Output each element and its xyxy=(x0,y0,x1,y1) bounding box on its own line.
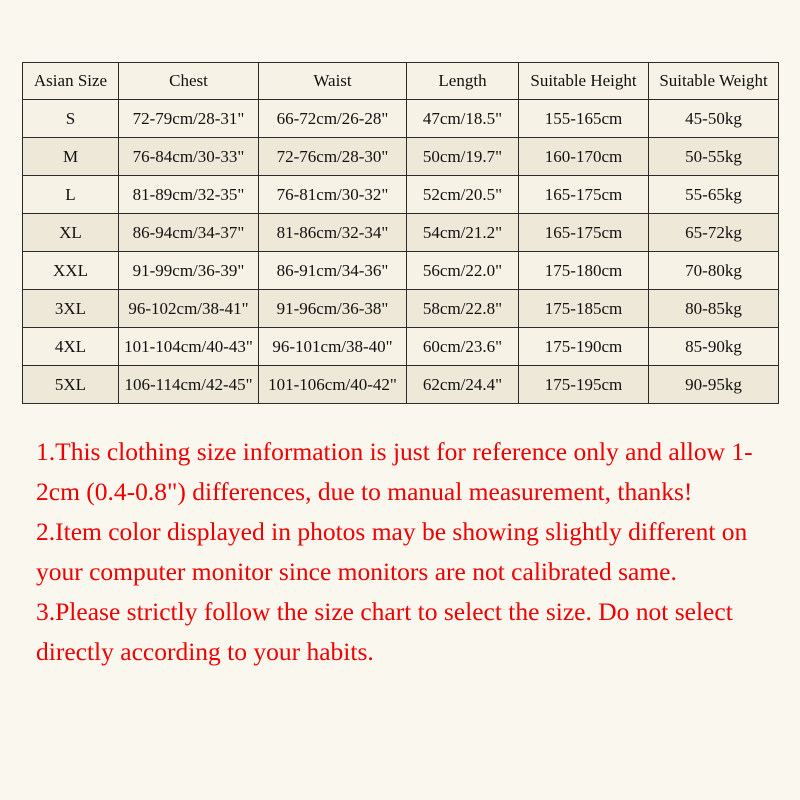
cell-weight: 65-72kg xyxy=(649,214,779,252)
cell-weight: 80-85kg xyxy=(649,290,779,328)
cell-waist: 81-86cm/32-34" xyxy=(259,214,407,252)
cell-height: 165-175cm xyxy=(519,176,649,214)
cell-chest: 81-89cm/32-35" xyxy=(119,176,259,214)
table-row xyxy=(23,252,779,290)
disclaimer-notes xyxy=(22,432,778,672)
cell-size: 4XL xyxy=(23,328,119,366)
cell-waist: 91-96cm/36-38" xyxy=(259,290,407,328)
cell-length: 60cm/23.6" xyxy=(407,328,519,366)
column-header-asian-size: Asian Size xyxy=(23,63,119,100)
cell-chest: 106-114cm/42-45" xyxy=(119,366,259,404)
column-header-suitable-height: Suitable Height xyxy=(519,63,649,100)
cell-height: 175-180cm xyxy=(519,252,649,290)
cell-length: 56cm/22.0" xyxy=(407,252,519,290)
cell-weight: 55-65kg xyxy=(649,176,779,214)
column-header-length: Length xyxy=(407,63,519,100)
cell-height: 165-175cm xyxy=(519,214,649,252)
cell-length: 54cm/21.2" xyxy=(407,214,519,252)
table-header-row xyxy=(23,63,779,100)
cell-size: S xyxy=(23,100,119,138)
table-row xyxy=(23,176,779,214)
note-line-2: 2.Item color displayed in photos may be showing slightly different on your computer monitor since monitors are not calibrated same. xyxy=(36,517,748,586)
cell-size: M xyxy=(23,138,119,176)
cell-height: 175-195cm xyxy=(519,366,649,404)
table-row xyxy=(23,290,779,328)
column-header-chest: Chest xyxy=(119,63,259,100)
cell-chest: 91-99cm/36-39" xyxy=(119,252,259,290)
cell-height: 175-190cm xyxy=(519,328,649,366)
cell-height: 175-185cm xyxy=(519,290,649,328)
cell-size: 5XL xyxy=(23,366,119,404)
cell-waist: 96-101cm/38-40" xyxy=(259,328,407,366)
cell-chest: 72-79cm/28-31" xyxy=(119,100,259,138)
cell-chest: 96-102cm/38-41" xyxy=(119,290,259,328)
cell-size: L xyxy=(23,176,119,214)
cell-chest: 76-84cm/30-33" xyxy=(119,138,259,176)
cell-chest: 101-104cm/40-43" xyxy=(119,328,259,366)
cell-length: 62cm/24.4" xyxy=(407,366,519,404)
cell-size: 3XL xyxy=(23,290,119,328)
cell-chest: 86-94cm/34-37" xyxy=(119,214,259,252)
size-chart-table xyxy=(22,62,779,404)
table-row xyxy=(23,138,779,176)
cell-length: 58cm/22.8" xyxy=(407,290,519,328)
cell-weight: 90-95kg xyxy=(649,366,779,404)
column-header-waist: Waist xyxy=(259,63,407,100)
cell-weight: 70-80kg xyxy=(649,252,779,290)
cell-weight: 45-50kg xyxy=(649,100,779,138)
cell-height: 160-170cm xyxy=(519,138,649,176)
cell-height: 155-165cm xyxy=(519,100,649,138)
table-row xyxy=(23,100,779,138)
cell-weight: 50-55kg xyxy=(649,138,779,176)
note-line-3: 3.Please strictly follow the size chart to select the size. Do not select directly according to your habits. xyxy=(36,597,733,666)
cell-waist: 101-106cm/40-42" xyxy=(259,366,407,404)
table-row xyxy=(23,214,779,252)
cell-length: 52cm/20.5" xyxy=(407,176,519,214)
table-row xyxy=(23,366,779,404)
cell-waist: 76-81cm/30-32" xyxy=(259,176,407,214)
note-line-1: 1.This clothing size information is just for reference only and allow 1-2cm (0.4-0.8") differences, due to manual measurement, thanks! xyxy=(36,437,753,506)
cell-weight: 85-90kg xyxy=(649,328,779,366)
cell-size: XXL xyxy=(23,252,119,290)
column-header-suitable-weight: Suitable Weight xyxy=(649,63,779,100)
cell-length: 50cm/19.7" xyxy=(407,138,519,176)
cell-waist: 66-72cm/26-28" xyxy=(259,100,407,138)
cell-waist: 86-91cm/34-36" xyxy=(259,252,407,290)
table-row xyxy=(23,328,779,366)
cell-size: XL xyxy=(23,214,119,252)
cell-waist: 72-76cm/28-30" xyxy=(259,138,407,176)
cell-length: 47cm/18.5" xyxy=(407,100,519,138)
